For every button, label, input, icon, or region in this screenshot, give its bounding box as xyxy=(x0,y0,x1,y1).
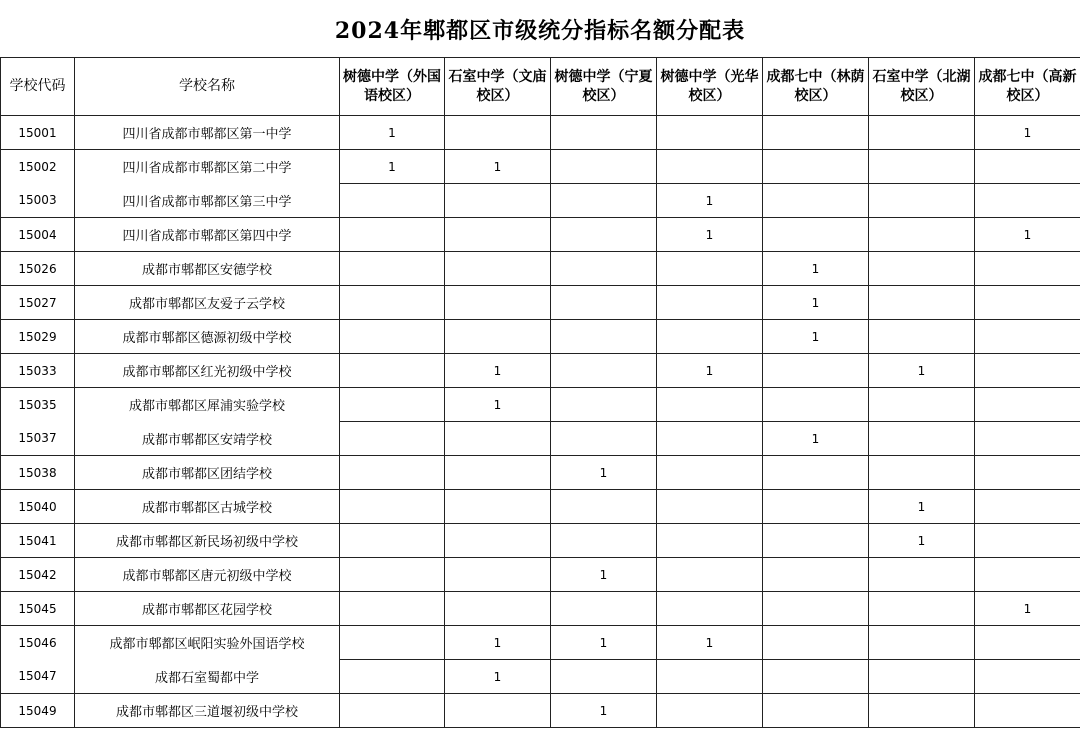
quota-cell xyxy=(975,558,1080,592)
table-row xyxy=(1,422,1080,456)
school-code-cell: 15046 xyxy=(1,626,75,660)
quota-cell xyxy=(340,660,445,694)
quota-cell xyxy=(551,388,657,422)
quota-cell xyxy=(763,456,869,490)
school-code-cell: 15045 xyxy=(1,592,75,626)
table-row xyxy=(1,490,1080,524)
quota-cell xyxy=(763,694,869,728)
school-name-cell: 成都市郫都区古城学校 xyxy=(75,490,340,524)
quota-cell xyxy=(975,422,1080,456)
school-name-cell: 成都市郫都区安靖学校 xyxy=(75,422,340,456)
quota-cell xyxy=(445,456,551,490)
quota-cell xyxy=(763,354,869,388)
quota-cell xyxy=(975,694,1080,728)
quota-cell: 1 xyxy=(551,456,657,490)
school-code-cell: 15003 xyxy=(1,184,75,218)
quota-cell xyxy=(763,218,869,252)
quota-cell xyxy=(340,558,445,592)
quota-cell xyxy=(975,320,1080,354)
allocation-table xyxy=(0,57,1080,728)
quota-cell xyxy=(340,524,445,558)
school-code-cell: 15042 xyxy=(1,558,75,592)
school-name-cell: 四川省成都市郫都区第三中学 xyxy=(75,184,340,218)
school-code-cell: 15001 xyxy=(1,116,75,150)
school-name-cell: 四川省成都市郫都区第一中学 xyxy=(75,116,340,150)
table-row xyxy=(1,592,1080,626)
quota-cell xyxy=(763,490,869,524)
quota-cell: 1 xyxy=(763,422,869,456)
quota-cell xyxy=(445,320,551,354)
quota-cell xyxy=(340,388,445,422)
quota-cell xyxy=(340,422,445,456)
quota-cell xyxy=(657,592,763,626)
quota-cell xyxy=(657,388,763,422)
school-name-cell: 成都市郫都区岷阳实验外国语学校 xyxy=(75,626,340,660)
quota-cell xyxy=(975,388,1080,422)
quota-cell: 1 xyxy=(975,592,1080,626)
quota-cell xyxy=(340,286,445,320)
quota-cell xyxy=(869,694,975,728)
quota-cell xyxy=(657,490,763,524)
quota-cell: 1 xyxy=(975,218,1080,252)
quota-cell xyxy=(340,694,445,728)
header-target-school: 成都七中（高新校区） xyxy=(975,58,1080,116)
quota-cell: 1 xyxy=(657,184,763,218)
quota-cell: 1 xyxy=(445,626,551,660)
quota-cell xyxy=(340,184,445,218)
header-target-school: 石室中学（文庙校区） xyxy=(445,58,551,116)
quota-cell: 1 xyxy=(340,116,445,150)
quota-cell xyxy=(869,558,975,592)
quota-cell xyxy=(975,252,1080,286)
quota-cell xyxy=(657,116,763,150)
quota-cell: 1 xyxy=(551,694,657,728)
header-target-school: 树德中学（外国语校区） xyxy=(340,58,445,116)
school-code-cell: 15037 xyxy=(1,422,75,456)
quota-cell xyxy=(869,388,975,422)
table-row xyxy=(1,524,1080,558)
school-name-cell: 成都石室蜀都中学 xyxy=(75,660,340,694)
quota-cell xyxy=(445,252,551,286)
quota-cell xyxy=(657,456,763,490)
quota-cell xyxy=(340,490,445,524)
quota-cell xyxy=(657,252,763,286)
table-row xyxy=(1,320,1080,354)
quota-cell xyxy=(340,626,445,660)
quota-cell xyxy=(445,558,551,592)
quota-cell xyxy=(763,184,869,218)
quota-cell xyxy=(445,694,551,728)
quota-cell xyxy=(975,490,1080,524)
quota-cell xyxy=(551,184,657,218)
header-school-code: 学校代码 xyxy=(1,58,75,116)
quota-cell xyxy=(763,558,869,592)
quota-cell xyxy=(869,626,975,660)
quota-cell xyxy=(869,456,975,490)
quota-cell xyxy=(340,456,445,490)
school-code-cell: 15004 xyxy=(1,218,75,252)
quota-cell: 1 xyxy=(445,150,551,184)
quota-cell xyxy=(763,660,869,694)
quota-cell xyxy=(657,558,763,592)
school-code-cell: 15041 xyxy=(1,524,75,558)
quota-cell: 1 xyxy=(340,150,445,184)
quota-cell: 1 xyxy=(763,320,869,354)
quota-cell xyxy=(869,116,975,150)
table-row xyxy=(1,150,1080,184)
table-row xyxy=(1,694,1080,728)
quota-cell xyxy=(340,218,445,252)
quota-cell xyxy=(763,626,869,660)
quota-cell xyxy=(551,490,657,524)
header-target-school: 树德中学（光华校区） xyxy=(657,58,763,116)
quota-cell xyxy=(445,184,551,218)
quota-cell xyxy=(975,456,1080,490)
quota-cell xyxy=(551,422,657,456)
quota-cell xyxy=(869,184,975,218)
quota-cell xyxy=(869,252,975,286)
quota-cell xyxy=(975,150,1080,184)
quota-cell xyxy=(445,116,551,150)
quota-cell xyxy=(763,150,869,184)
quota-cell xyxy=(975,184,1080,218)
quota-cell xyxy=(869,320,975,354)
quota-cell xyxy=(975,626,1080,660)
school-code-cell: 15026 xyxy=(1,252,75,286)
quota-cell: 1 xyxy=(763,252,869,286)
quota-cell xyxy=(657,320,763,354)
quota-cell xyxy=(657,286,763,320)
quota-cell xyxy=(869,218,975,252)
school-name-cell: 四川省成都市郫都区第二中学 xyxy=(75,150,340,184)
school-code-cell: 15035 xyxy=(1,388,75,422)
quota-cell xyxy=(763,592,869,626)
quota-cell: 1 xyxy=(763,286,869,320)
quota-cell: 1 xyxy=(975,116,1080,150)
quota-cell: 1 xyxy=(657,218,763,252)
school-code-cell: 15029 xyxy=(1,320,75,354)
school-name-cell: 成都市郫都区新民场初级中学校 xyxy=(75,524,340,558)
quota-cell xyxy=(975,660,1080,694)
table-row xyxy=(1,626,1080,660)
quota-cell xyxy=(445,422,551,456)
quota-cell xyxy=(869,660,975,694)
header-target-school: 树德中学（宁夏校区） xyxy=(551,58,657,116)
school-code-cell: 15033 xyxy=(1,354,75,388)
quota-cell: 1 xyxy=(657,354,763,388)
quota-cell xyxy=(763,524,869,558)
table-row xyxy=(1,218,1080,252)
header-target-school: 成都七中（林荫校区） xyxy=(763,58,869,116)
quota-cell xyxy=(657,524,763,558)
school-name-cell: 成都市郫都区团结学校 xyxy=(75,456,340,490)
table-row xyxy=(1,558,1080,592)
school-name-cell: 成都市郫都区花园学校 xyxy=(75,592,340,626)
quota-cell xyxy=(551,592,657,626)
quota-cell xyxy=(869,422,975,456)
quota-cell xyxy=(975,524,1080,558)
table-row xyxy=(1,660,1080,694)
table-row xyxy=(1,354,1080,388)
quota-cell xyxy=(975,286,1080,320)
quota-cell xyxy=(551,150,657,184)
school-name-cell: 成都市郫都区安德学校 xyxy=(75,252,340,286)
table-row xyxy=(1,116,1080,150)
quota-cell: 1 xyxy=(657,626,763,660)
table-row xyxy=(1,286,1080,320)
quota-cell xyxy=(869,150,975,184)
header-row xyxy=(1,58,1080,116)
school-code-cell: 15027 xyxy=(1,286,75,320)
quota-cell xyxy=(551,218,657,252)
table-row xyxy=(1,388,1080,422)
quota-cell xyxy=(551,286,657,320)
table-row xyxy=(1,184,1080,218)
quota-cell xyxy=(869,592,975,626)
quota-cell xyxy=(869,286,975,320)
school-name-cell: 成都市郫都区犀浦实验学校 xyxy=(75,388,340,422)
quota-cell: 1 xyxy=(445,354,551,388)
school-code-cell: 15047 xyxy=(1,660,75,694)
quota-cell: 1 xyxy=(551,626,657,660)
quota-cell: 1 xyxy=(869,354,975,388)
quota-cell xyxy=(657,150,763,184)
quota-cell xyxy=(551,252,657,286)
quota-cell xyxy=(657,422,763,456)
quota-cell xyxy=(551,660,657,694)
quota-cell xyxy=(340,252,445,286)
quota-cell xyxy=(551,524,657,558)
quota-cell xyxy=(445,524,551,558)
quota-cell xyxy=(340,354,445,388)
quota-cell xyxy=(551,354,657,388)
quota-cell: 1 xyxy=(869,490,975,524)
school-name-cell: 四川省成都市郫都区第四中学 xyxy=(75,218,340,252)
school-code-cell: 15040 xyxy=(1,490,75,524)
school-name-cell: 成都市郫都区友爱子云学校 xyxy=(75,286,340,320)
quota-cell xyxy=(445,592,551,626)
quota-cell: 1 xyxy=(551,558,657,592)
quota-cell xyxy=(763,116,869,150)
table-row xyxy=(1,456,1080,490)
quota-cell xyxy=(445,490,551,524)
quota-cell: 1 xyxy=(869,524,975,558)
quota-cell xyxy=(657,660,763,694)
school-name-cell: 成都市郫都区红光初级中学校 xyxy=(75,354,340,388)
header-target-school: 石室中学（北湖校区） xyxy=(869,58,975,116)
school-name-cell: 成都市郫都区唐元初级中学校 xyxy=(75,558,340,592)
quota-cell xyxy=(763,388,869,422)
school-code-cell: 15002 xyxy=(1,150,75,184)
quota-cell xyxy=(445,286,551,320)
school-name-cell: 成都市郫都区德源初级中学校 xyxy=(75,320,340,354)
quota-cell xyxy=(340,320,445,354)
school-code-cell: 15038 xyxy=(1,456,75,490)
quota-cell xyxy=(551,320,657,354)
school-name-cell: 成都市郫都区三道堰初级中学校 xyxy=(75,694,340,728)
header-school-name: 学校名称 xyxy=(75,58,340,116)
quota-cell xyxy=(975,354,1080,388)
quota-cell xyxy=(340,592,445,626)
table-row xyxy=(1,252,1080,286)
quota-cell xyxy=(551,116,657,150)
page-title: 2024年郫都区市级统分指标名额分配表 xyxy=(334,18,746,44)
quota-cell: 1 xyxy=(445,388,551,422)
quota-cell: 1 xyxy=(445,660,551,694)
quota-cell xyxy=(657,694,763,728)
quota-cell xyxy=(445,218,551,252)
school-code-cell: 15049 xyxy=(1,694,75,728)
